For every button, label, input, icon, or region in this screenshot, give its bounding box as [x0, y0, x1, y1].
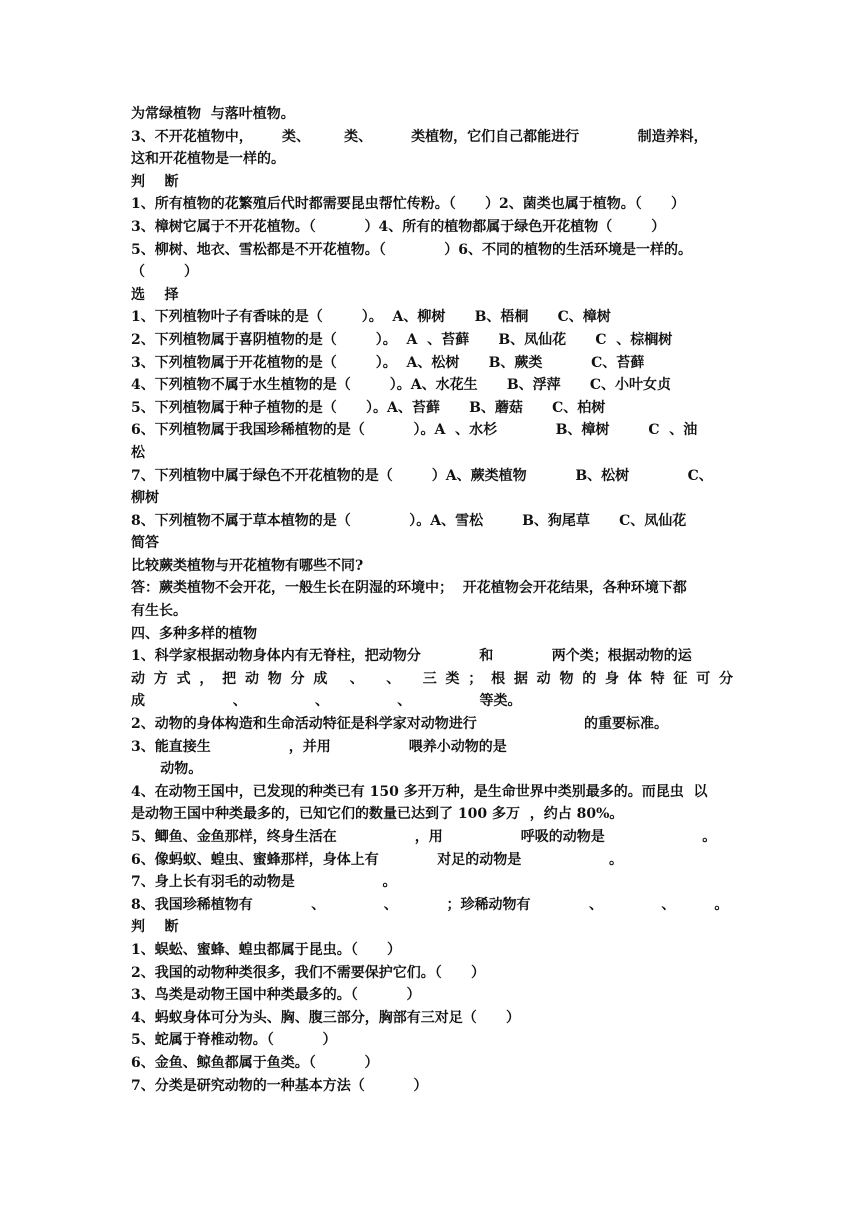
text-line: 松 [131, 444, 145, 461]
text-line: 1、蜈蚣、蜜蜂、蝗虫都属于昆虫。（ ） [131, 941, 401, 958]
text-line: 判 断 [131, 173, 179, 190]
text-line: 4、下列植物不属于水生植物的是（ ）。A、水花生 B、浮萍 C、小叶女贞 [131, 377, 672, 394]
text-line: 7、下列植物中属于绿色不开花植物的是（ ）A、蕨类植物 B、松树 C、 [131, 467, 713, 484]
text-line: 动方式，把动物分成 、 、 三类；根据动物的身体特征可分 [131, 670, 733, 687]
text-line: 1、下列植物叶子有香味的是（ ）。 A、柳树 B、梧桐 C、樟树 [131, 309, 611, 326]
text-line: 1、科学家根据动物身体内有无脊柱，把动物分 和 两个类；根据动物的运 [131, 648, 692, 665]
document-page [131, 103, 733, 1097]
text-line: 判 断 [131, 919, 179, 936]
text-line: 这和开花植物是一样的。 [131, 151, 285, 168]
text-line: 动物。 [131, 761, 203, 778]
text-line: 6、金鱼、鲸鱼都属于鱼类。（ ） [131, 1054, 379, 1071]
text-line: 简答 [131, 535, 159, 552]
text-line: 2、我国的动物种类很多，我们不需要保护它们。（ ） [131, 964, 485, 981]
text-line: 5、柳树、地衣、雪松都是不开花植物。（ ）6、不同的植物的生活环境是一样的。 [131, 241, 692, 258]
text-line: 8、我国珍稀植物有 、 、 ；珍稀动物有 、 、 。 [131, 896, 729, 913]
text-line: 6、下列植物属于我国珍稀植物的是（ ）。A 、水杉 B、樟树 C 、油 [131, 422, 698, 439]
text-line: 成 、 、 、 等类。 [131, 693, 522, 710]
text-line: （ ） [131, 264, 198, 281]
text-line: 8、下列植物不属于草本植物的是（ ）。A、雪松 B、狗尾草 C、凤仙花 [131, 512, 687, 529]
text-line: 3、樟树它属于不开花植物。（ ）4、所有的植物都属于绿色开花植物（ ） [131, 218, 666, 235]
text-line: 2、动物的身体构造和生命活动特征是科学家对动物进行 的重要标准。 [131, 716, 668, 733]
text-line: 有生长。 [131, 603, 187, 620]
text-line: 7、身上长有羽毛的动物是 。 [131, 874, 397, 891]
text-line: 6、像蚂蚁、蝗虫、蜜蜂那样，身体上有 对足的动物是 。 [131, 851, 623, 868]
text-line: 选 择 [131, 286, 179, 303]
text-line: 比较蕨类植物与开花植物有哪些不同? [131, 557, 364, 574]
text-line: 答：蕨类植物不会开花，一般生长在阴湿的环境中； 开花植物会开花结果，各种环境下都 [131, 580, 687, 597]
text-line: 5、蛇属于脊椎动物。（ ） [131, 1032, 337, 1049]
text-line: 2、下列植物属于喜阴植物的是（ ）。 A 、苔藓 B、凤仙花 C 、棕榈树 [131, 331, 673, 348]
text-line: 3、不开花植物中， 类、 类、 类植物，它们自己都能进行 制造养料， [131, 128, 708, 145]
text-line: 是动物王国中种类最多的，已知它们的数量已达到了 100 多万 ，约占 80%。 [131, 806, 624, 823]
text-line: 1、所有植物的花繁殖后代时都需要昆虫帮忙传粉。（ ）2、菌类也属于植物。（ ） [131, 196, 685, 213]
text-line: 柳树 [131, 490, 159, 507]
text-line: 为常绿植物 与落叶植物。 [131, 106, 295, 122]
text-line: 4、在动物王国中，已发现的种类已有 150 多开万种，是生命世界中类别最多的。而昆虫 以 [131, 783, 708, 800]
text-line: 3、鸟类是动物王国中种类最多的。（ ） [131, 987, 421, 1004]
text-line: 4、蚂蚁身体可分为头、胸、腹三部分，胸部有三对足（ ） [131, 1009, 520, 1026]
text-line: 5、鲫鱼、金鱼那样，终身生活在 ，用 呼吸的动物是 。 [131, 829, 717, 845]
text-line: 3、能直接生 ，并用 喂养小动物的是 [131, 738, 507, 755]
text-line: 5、下列植物属于种子植物的是（ ）。A、苔藓 B、蘑菇 C、柏树 [131, 399, 606, 416]
text-line: 四、多种多样的植物 [131, 625, 257, 642]
text-line: 3、下列植物属于开花植物的是（ ）。 A、松树 B、蕨类 C、苔藓 [131, 354, 645, 371]
text-line: 7、分类是研究动物的一种基本方法（ ） [131, 1077, 428, 1094]
